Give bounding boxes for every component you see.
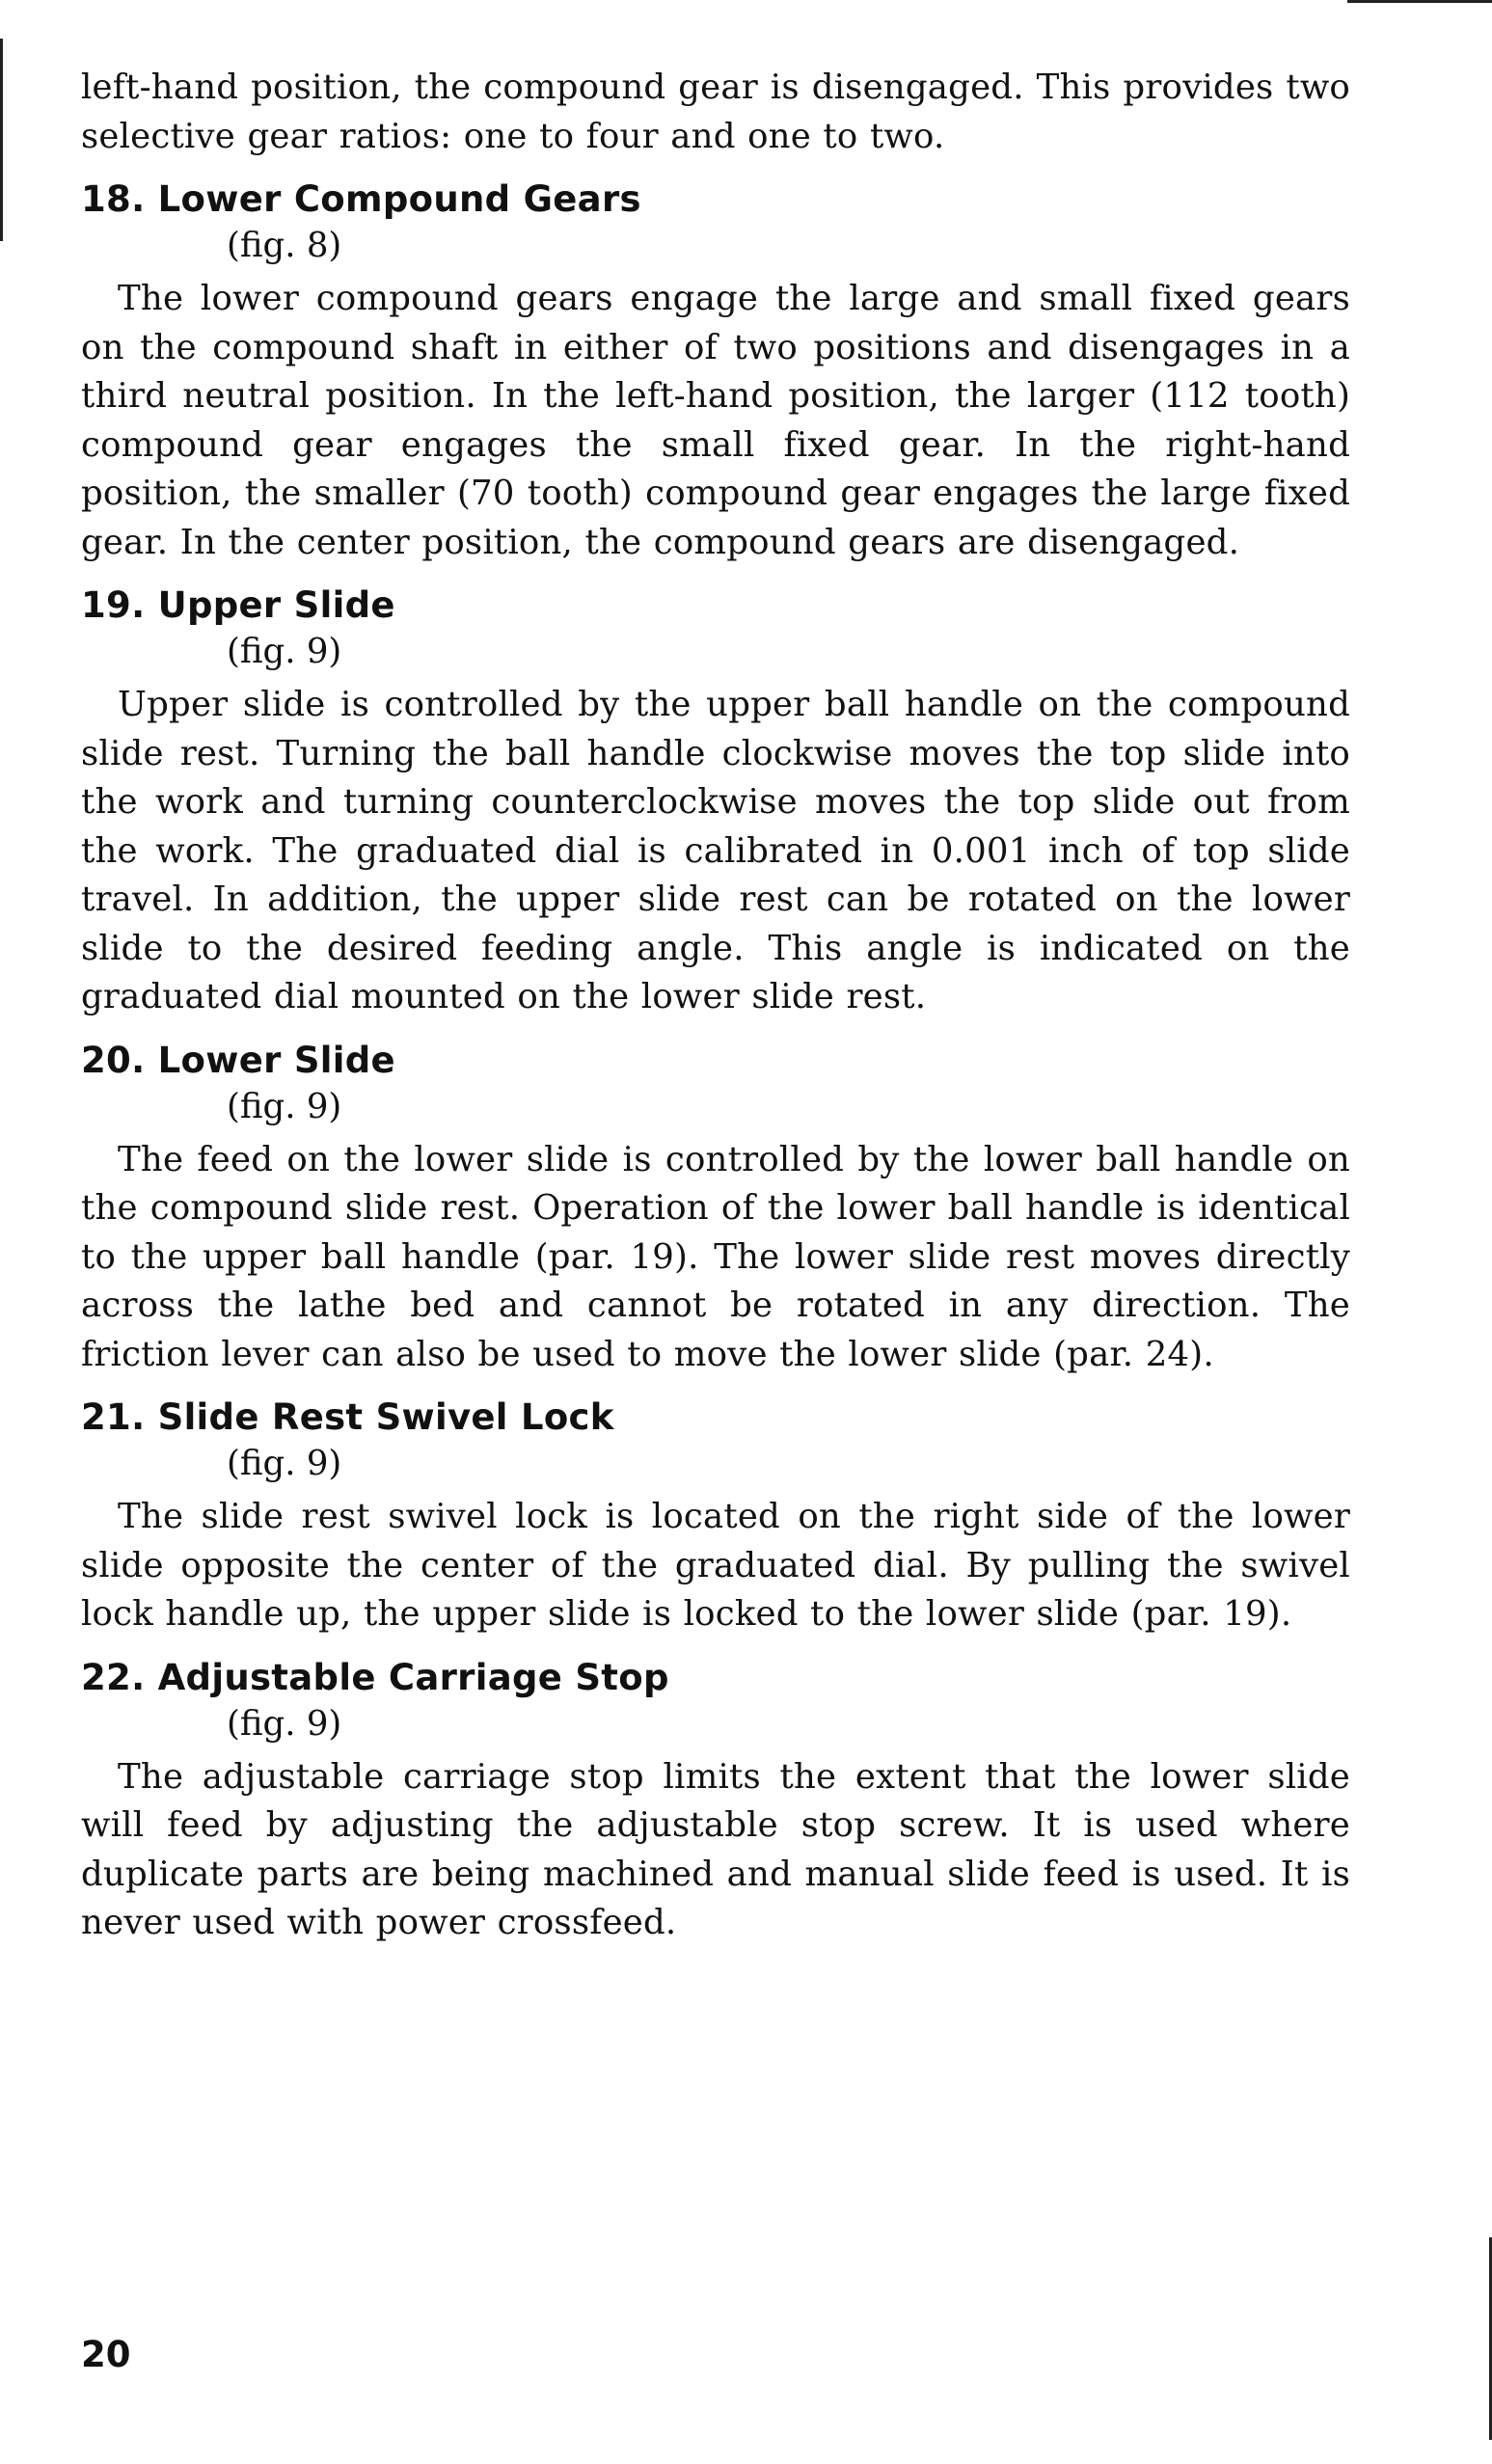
figure-reference: (fig. 9) (227, 1086, 342, 1126)
section-paragraph: The adjustable carriage stop limits the extent that the lower slide will feed by adjusting the adjustable stop screw. It is used where duplicate parts are being machined and manual slide feed is used. It is never used with power crossfeed. (81, 1756, 1350, 1942)
figure-reference: (fig. 9) (227, 1444, 342, 1483)
section-heading: 19. Upper Slide (81, 584, 395, 626)
section-22 (81, 1655, 1350, 1948)
page-number: 20 (81, 2334, 131, 2375)
section-heading: 18. Lower Compound Gears (81, 178, 641, 220)
section-paragraph: Upper slide is controlled by the upper ball handle on the compound slide rest. Turning the ball handle clockwise moves the top slide into the work and turning counterclockwise moves the top slide out from the work. The graduated dial is calibrated in 0.001 inch of top slide travel. In addition, the upper slide rest can be rotated on the lower slide to the desired feeding angle. This angle is indicated on the graduated dial mounted on the lower slide rest. (81, 685, 1350, 1016)
section-heading: 20. Lower Slide (81, 1039, 395, 1081)
section-19 (81, 582, 1350, 1022)
section-20 (81, 1038, 1350, 1380)
section-paragraph: The lower compound gears engage the large and small fixed gears on the compound shaft in either of two positions and disengages in a third neutral position. In the left-hand position, the larger (112 tooth) compound gear engages the small fixed gear. In the right-hand position, the smaller (70 tooth) compound gear engages the large fixed gear. In the center position, the compound gears are disengaged. (81, 279, 1350, 562)
intro-paragraph: left-hand position, the compound gear is disengaged. This provides two selective gear ratios: one to four and one to two. (81, 68, 1350, 156)
figure-reference: (fig. 9) (227, 1703, 342, 1744)
section-18 (81, 176, 1350, 567)
section-21 (81, 1394, 1350, 1639)
figure-reference: (fig. 9) (227, 632, 342, 671)
scan-edge-mark (0, 39, 3, 241)
section-heading: 21. Slide Rest Swivel Lock (81, 1396, 614, 1438)
section-paragraph: The feed on the lower slide is controlled by the lower ball handle on the compound slide rest. Operation of the lower ball handle is identical to the upper ball handle (par. 19). The lower slide rest moves directly across the lathe bed and cannot be rotated in any direction. The friction lever can also be used to move the lower slide (par. 24). (81, 1139, 1350, 1374)
section-paragraph: The slide rest swivel lock is located on the right side of the lower slide opposite the center of the graduated dial. By pulling the swivel lock handle up, the upper slide is locked to the lower slide (par. 19). (81, 1497, 1350, 1634)
section-heading: 22. Adjustable Carriage Stop (81, 1656, 669, 1698)
text-column (81, 64, 1350, 1948)
scan-edge-mark (1347, 0, 1492, 3)
figure-reference: (fig. 8) (227, 226, 342, 265)
